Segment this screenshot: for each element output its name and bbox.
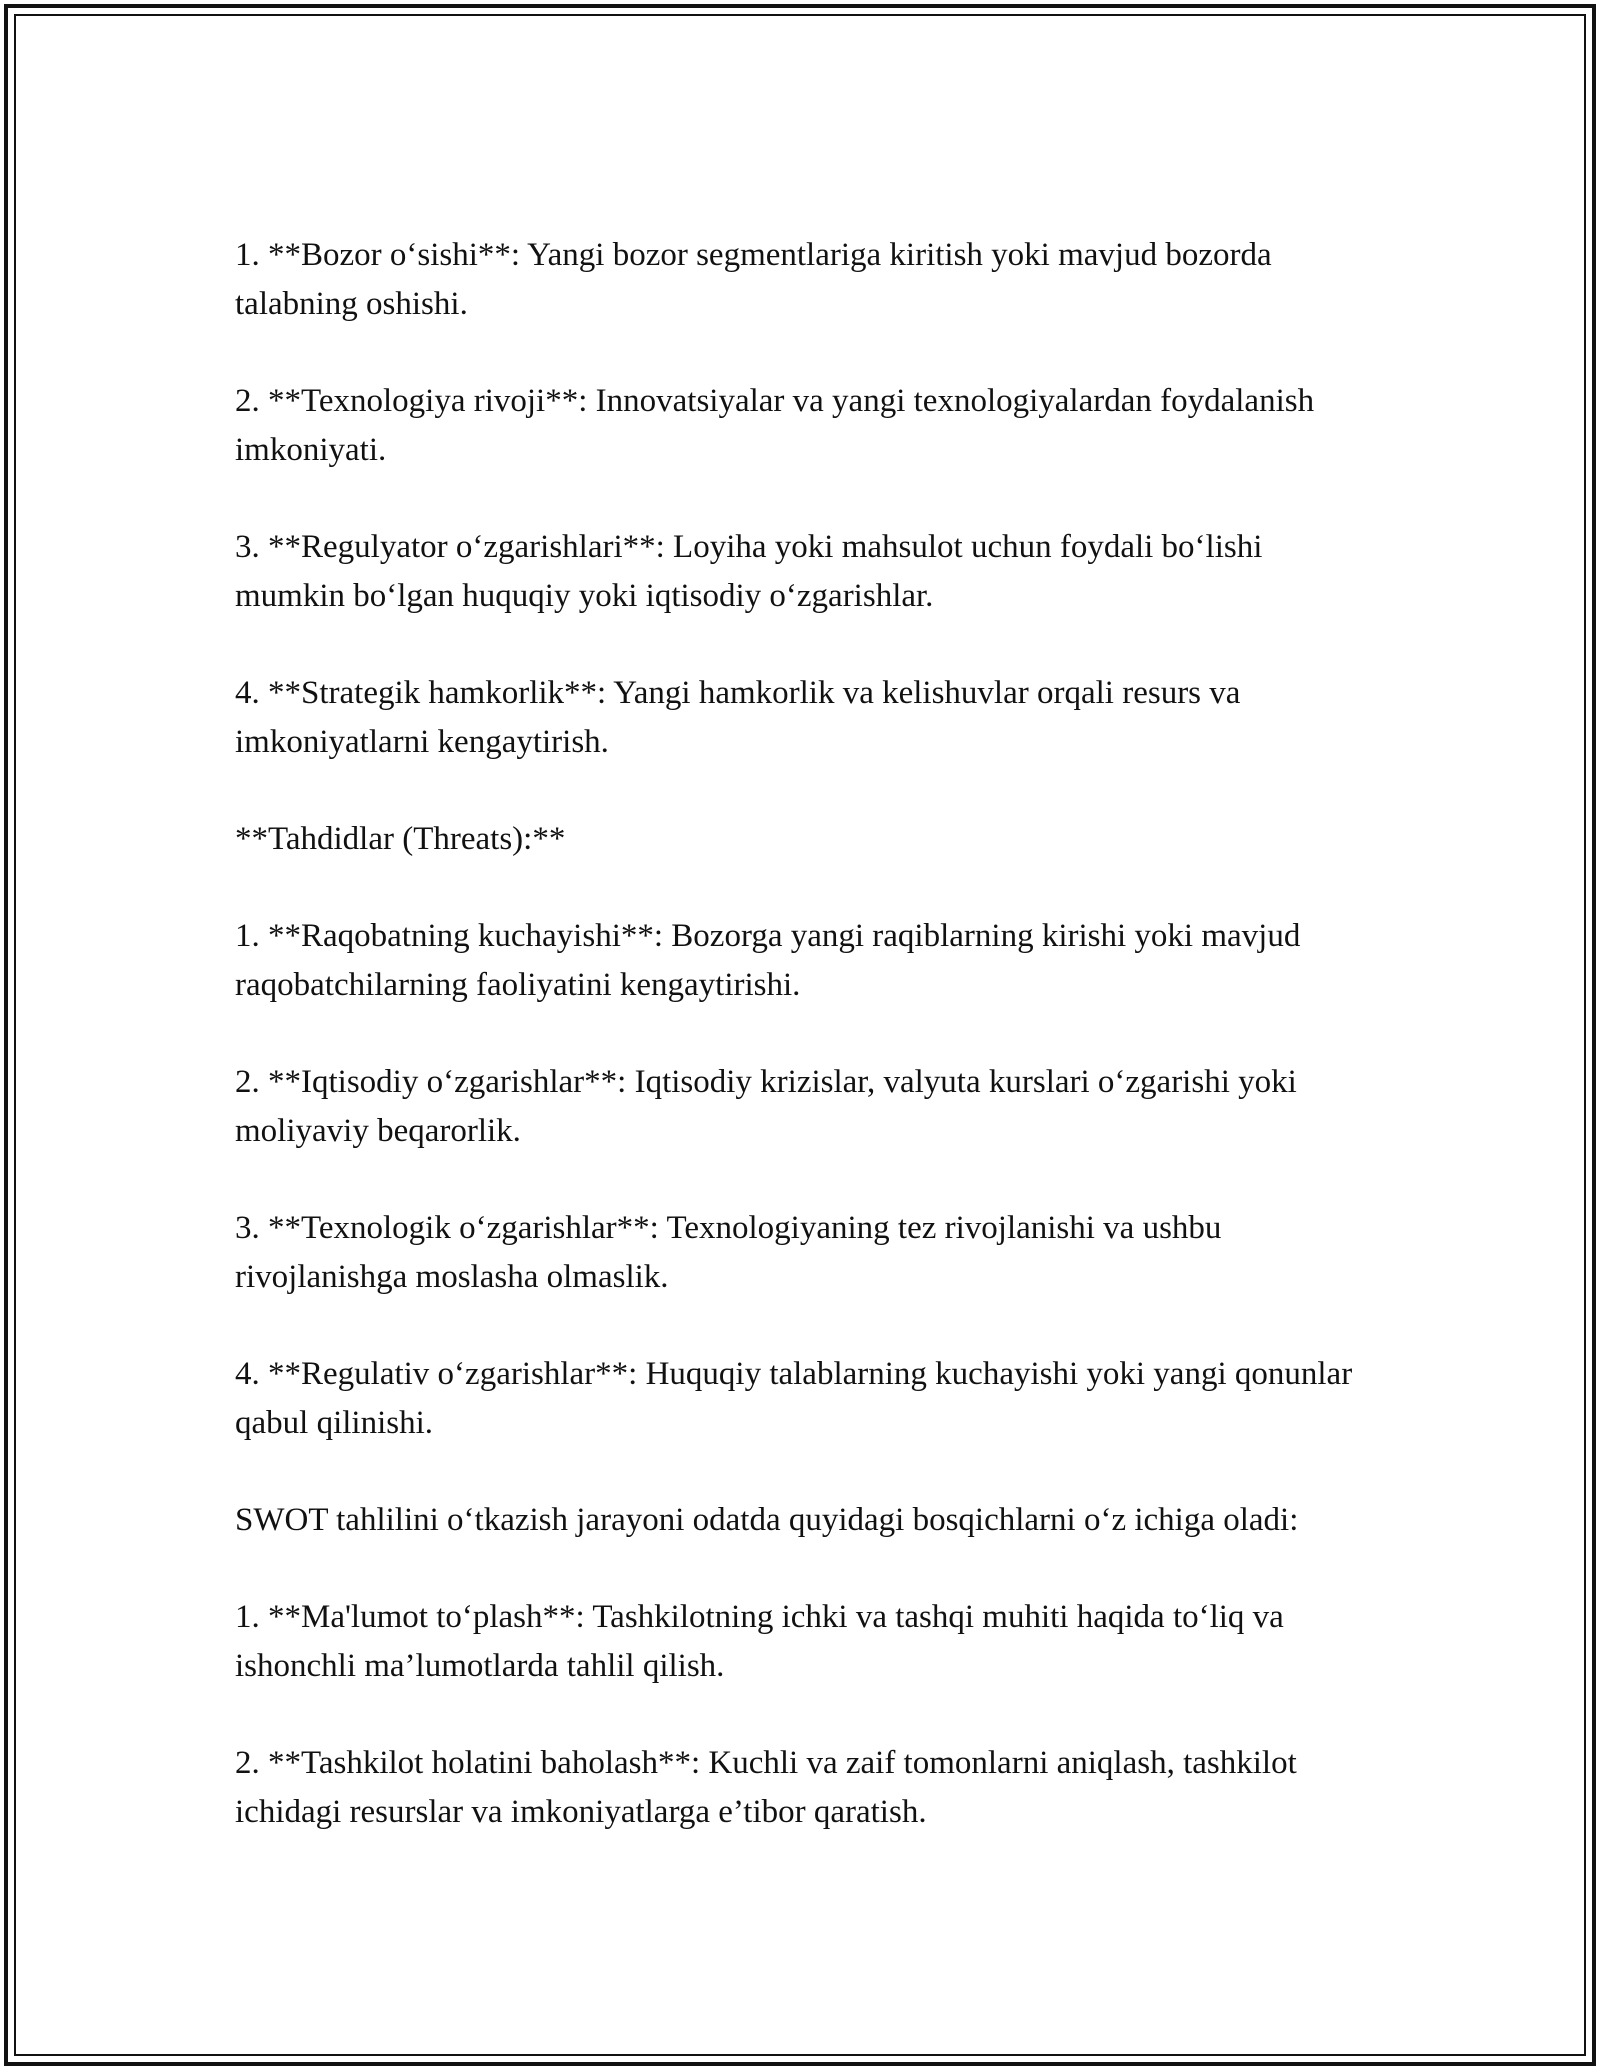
document-body — [235, 231, 1375, 1885]
opportunity-item-1: 1. **Bozor o‘sishi**: Yangi bozor segmentlariga kiritish yoki mavjud bozorda talabning oshishi. — [235, 237, 1272, 322]
threat-item-4: 4. **Regulativ o‘zgarishlar**: Huquqiy talablarning kuchayishi yoki yangi qonunlar qabul qilinishi. — [235, 1356, 1353, 1441]
threat-item-1: 1. **Raqobatning kuchayishi**: Bozorga yangi raqiblarning kirishi yoki mavjud raqobatchilarning faoliyatini kengaytirishi. — [235, 918, 1301, 1003]
process-step-1: 1. **Ma'lumot to‘plash**: Tashkilotning ichki va tashqi muhiti haqida to‘liq va ishonchli ma’lumotlarda tahlil qilish. — [235, 1599, 1284, 1684]
swot-process-intro: SWOT tahlilini o‘tkazish jarayoni odatda quyidagi bosqichlarni o‘z ichiga oladi: — [235, 1502, 1299, 1538]
opportunity-item-3: 3. **Regulyator o‘zgarishlari**: Loyiha yoki mahsulot uchun foydali bo‘lishi mumkin bo‘lgan huquqiy yoki iqtisodiy o‘zgarishlar. — [235, 529, 1263, 614]
process-step-2: 2. **Tashkilot holatini baholash**: Kuchli va zaif tomonlarni aniqlash, tashkilot ichidagi resurslar va imkoniyatlarga e’tibor qaratish. — [235, 1745, 1297, 1830]
threat-item-3: 3. **Texnologik o‘zgarishlar**: Texnologiyaning tez rivojlanishi va ushbu rivojlanishga moslasha olmaslik. — [235, 1210, 1222, 1295]
threat-item-2: 2. **Iqtisodiy o‘zgarishlar**: Iqtisodiy krizislar, valyuta kurslari o‘zgarishi yoki moliyaviy beqarorlik. — [235, 1064, 1297, 1149]
opportunity-item-4: 4. **Strategik hamkorlik**: Yangi hamkorlik va kelishuvlar orqali resurs va imkoniyatlarni kengaytirish. — [235, 675, 1241, 760]
opportunity-item-2: 2. **Texnologiya rivoji**: Innovatsiyalar va yangi texnologiyalardan foydalanish imkoniyati. — [235, 383, 1315, 468]
threats-heading: **Tahdidlar (Threats):** — [235, 821, 566, 857]
